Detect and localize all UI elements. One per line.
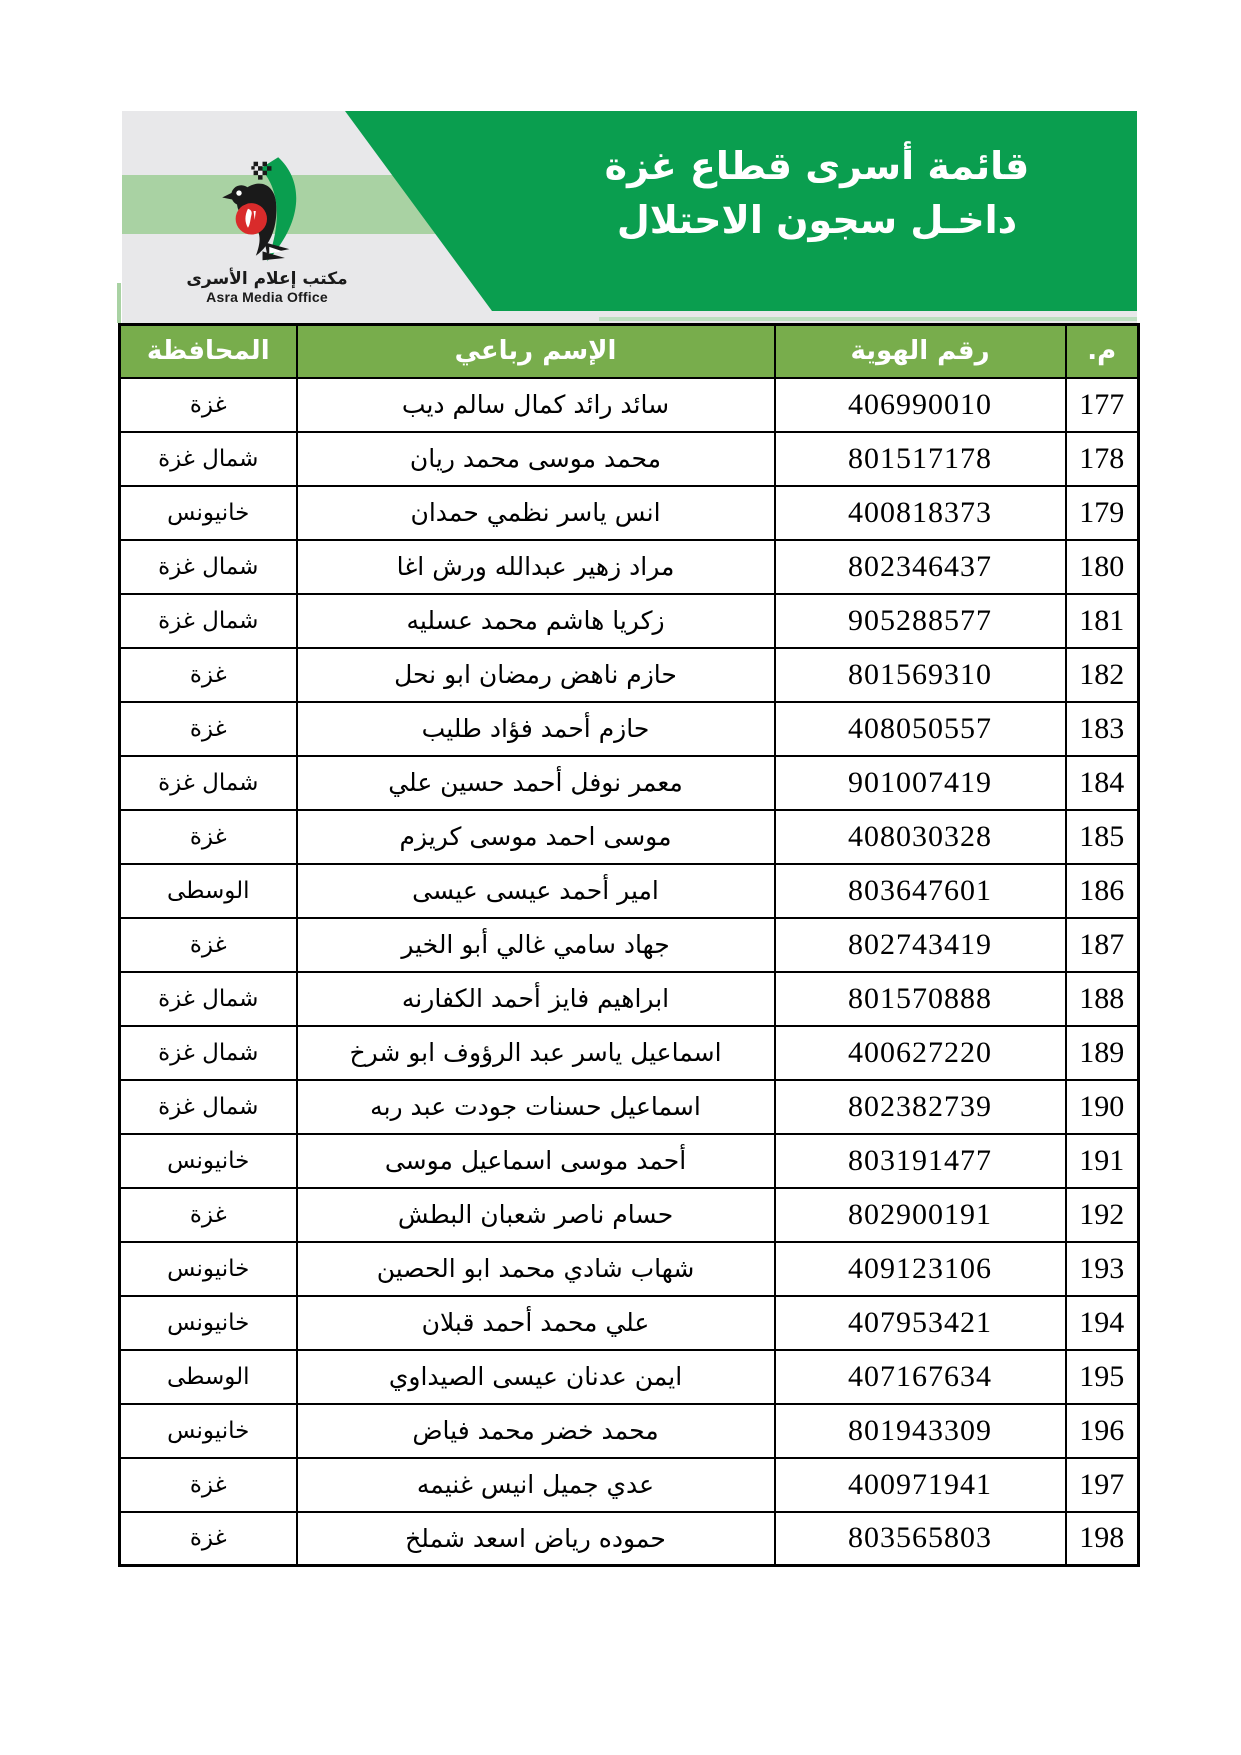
table-row — [120, 1404, 1139, 1458]
cell-full-name: حسام ناصر شعبان البطش — [297, 1188, 775, 1242]
cell-full-name: عدي جميل انيس غنيمه — [297, 1458, 775, 1512]
table-row — [120, 864, 1139, 918]
cell-index: 185 — [1066, 810, 1139, 864]
table-row — [120, 756, 1139, 810]
cell-governorate: غزة — [120, 810, 297, 864]
cell-governorate: شمال غزة — [120, 972, 297, 1026]
cell-full-name: موسى احمد موسى كريزم — [297, 810, 775, 864]
cell-index: 179 — [1066, 486, 1139, 540]
cell-index: 183 — [1066, 702, 1139, 756]
cell-id-number: 801570888 — [775, 972, 1066, 1026]
cell-governorate: شمال غزة — [120, 432, 297, 486]
table-row — [120, 1458, 1139, 1512]
table-row — [120, 540, 1139, 594]
table-row — [120, 1296, 1139, 1350]
cell-index: 188 — [1066, 972, 1139, 1026]
table-row — [120, 1080, 1139, 1134]
cell-governorate: غزة — [120, 378, 297, 432]
cell-governorate: شمال غزة — [120, 756, 297, 810]
table-row — [120, 918, 1139, 972]
cell-full-name: ايمن عدنان عيسى الصيداوي — [297, 1350, 775, 1404]
cell-governorate: غزة — [120, 702, 297, 756]
column-header-name: الإسم رباعي — [297, 325, 775, 378]
cell-index: 184 — [1066, 756, 1139, 810]
table-row — [120, 1134, 1139, 1188]
cell-governorate: الوسطى — [120, 864, 297, 918]
cell-governorate: شمال غزة — [120, 1080, 297, 1134]
table-row — [120, 486, 1139, 540]
cell-governorate: شمال غزة — [120, 594, 297, 648]
cell-full-name: معمر نوفل أحمد حسين علي — [297, 756, 775, 810]
cell-index: 187 — [1066, 918, 1139, 972]
cell-full-name: علي محمد أحمد قبلان — [297, 1296, 775, 1350]
cell-governorate: غزة — [120, 1458, 297, 1512]
table-row — [120, 810, 1139, 864]
cell-id-number: 803191477 — [775, 1134, 1066, 1188]
asra-media-office-logo — [162, 155, 372, 305]
table-header-row — [120, 325, 1139, 378]
table-row — [120, 432, 1139, 486]
cell-index: 197 — [1066, 1458, 1139, 1512]
left-green-sliver — [117, 283, 121, 323]
cell-governorate: شمال غزة — [120, 1026, 297, 1080]
cell-full-name: جهاد سامي غالي أبو الخير — [297, 918, 775, 972]
cell-full-name: اسماعيل ياسر عبد الرؤوف ابو شرخ — [297, 1026, 775, 1080]
bird-logo-icon — [211, 155, 323, 267]
cell-full-name: امير أحمد عيسى عيسى — [297, 864, 775, 918]
cell-full-name: انس ياسر نظمي حمدان — [297, 486, 775, 540]
cell-full-name: أحمد موسى اسماعيل موسى — [297, 1134, 775, 1188]
table-row — [120, 594, 1139, 648]
cell-id-number: 801943309 — [775, 1404, 1066, 1458]
cell-full-name: سائد رائد كمال سالم ديب — [297, 378, 775, 432]
cell-governorate: خانيونس — [120, 1404, 297, 1458]
cell-id-number: 802382739 — [775, 1080, 1066, 1134]
cell-governorate: خانيونس — [120, 1296, 297, 1350]
cell-full-name: محمد خضر محمد فياض — [297, 1404, 775, 1458]
cell-full-name: حازم أحمد فؤاد طليب — [297, 702, 775, 756]
cell-governorate: شمال غزة — [120, 540, 297, 594]
cell-id-number: 905288577 — [775, 594, 1066, 648]
column-header-index: م. — [1066, 325, 1139, 378]
cell-index: 180 — [1066, 540, 1139, 594]
cell-index: 181 — [1066, 594, 1139, 648]
cell-index: 182 — [1066, 648, 1139, 702]
cell-id-number: 802900191 — [775, 1188, 1066, 1242]
cell-index: 194 — [1066, 1296, 1139, 1350]
table-row — [120, 972, 1139, 1026]
page-title-line-2: داخـل سجون الاحتلال — [616, 198, 1018, 242]
cell-id-number: 801569310 — [775, 648, 1066, 702]
table-row — [120, 1188, 1139, 1242]
cell-id-number: 409123106 — [775, 1242, 1066, 1296]
cell-governorate: غزة — [120, 1512, 297, 1566]
cell-index: 198 — [1066, 1512, 1139, 1566]
cell-id-number: 802743419 — [775, 918, 1066, 972]
cell-index: 177 — [1066, 378, 1139, 432]
cell-governorate: غزة — [120, 648, 297, 702]
logo-arabic-name: مكتب إعلام الأسرى — [186, 269, 348, 289]
cell-id-number: 407167634 — [775, 1350, 1066, 1404]
cell-id-number: 803565803 — [775, 1512, 1066, 1566]
cell-id-number: 400818373 — [775, 486, 1066, 540]
cell-governorate: غزة — [120, 1188, 297, 1242]
thin-green-underline — [599, 317, 1137, 321]
cell-id-number: 408050557 — [775, 702, 1066, 756]
cell-governorate: الوسطى — [120, 1350, 297, 1404]
cell-full-name: زكريا هاشم محمد عسليه — [297, 594, 775, 648]
cell-id-number: 901007419 — [775, 756, 1066, 810]
cell-id-number: 400971941 — [775, 1458, 1066, 1512]
cell-index: 195 — [1066, 1350, 1139, 1404]
table-row — [120, 1350, 1139, 1404]
cell-index: 193 — [1066, 1242, 1139, 1296]
column-header-governorate: المحافظة — [120, 325, 297, 378]
cell-index: 186 — [1066, 864, 1139, 918]
cell-index: 196 — [1066, 1404, 1139, 1458]
cell-governorate: خانيونس — [120, 1134, 297, 1188]
table-row — [120, 1512, 1139, 1566]
cell-governorate: خانيونس — [120, 1242, 297, 1296]
cell-id-number: 801517178 — [775, 432, 1066, 486]
cell-id-number: 802346437 — [775, 540, 1066, 594]
cell-full-name: شهاب شادي محمد ابو الحصين — [297, 1242, 775, 1296]
cell-id-number: 408030328 — [775, 810, 1066, 864]
cell-governorate: خانيونس — [120, 486, 297, 540]
cell-governorate: غزة — [120, 918, 297, 972]
cell-index: 178 — [1066, 432, 1139, 486]
cell-index: 190 — [1066, 1080, 1139, 1134]
header-banner — [122, 111, 1137, 323]
table-row — [120, 702, 1139, 756]
cell-index: 191 — [1066, 1134, 1139, 1188]
cell-full-name: حموده رياض اسعد شملخ — [297, 1512, 775, 1566]
table-row — [120, 378, 1139, 432]
table-row — [120, 1026, 1139, 1080]
cell-full-name: محمد موسى محمد ريان — [297, 432, 775, 486]
cell-id-number: 407953421 — [775, 1296, 1066, 1350]
cell-full-name: اسماعيل حسنات جودت عبد ربه — [297, 1080, 775, 1134]
cell-full-name: ابراهيم فايز أحمد الكفارنه — [297, 972, 775, 1026]
table-row — [120, 1242, 1139, 1296]
prisoners-table — [118, 323, 1140, 1567]
cell-full-name: مراد زهير عبدالله ورش اغا — [297, 540, 775, 594]
column-header-id: رقم الهوية — [775, 325, 1066, 378]
page-title — [552, 139, 1082, 247]
table-row — [120, 648, 1139, 702]
logo-english-name: Asra Media Office — [206, 289, 328, 305]
cell-index: 189 — [1066, 1026, 1139, 1080]
cell-index: 192 — [1066, 1188, 1139, 1242]
cell-full-name: حازم ناهض رمضان ابو نحل — [297, 648, 775, 702]
cell-id-number: 400627220 — [775, 1026, 1066, 1080]
cell-id-number: 406990010 — [775, 378, 1066, 432]
page-title-line-1: قائمة أسرى قطاع غزة — [604, 144, 1030, 188]
cell-id-number: 803647601 — [775, 864, 1066, 918]
